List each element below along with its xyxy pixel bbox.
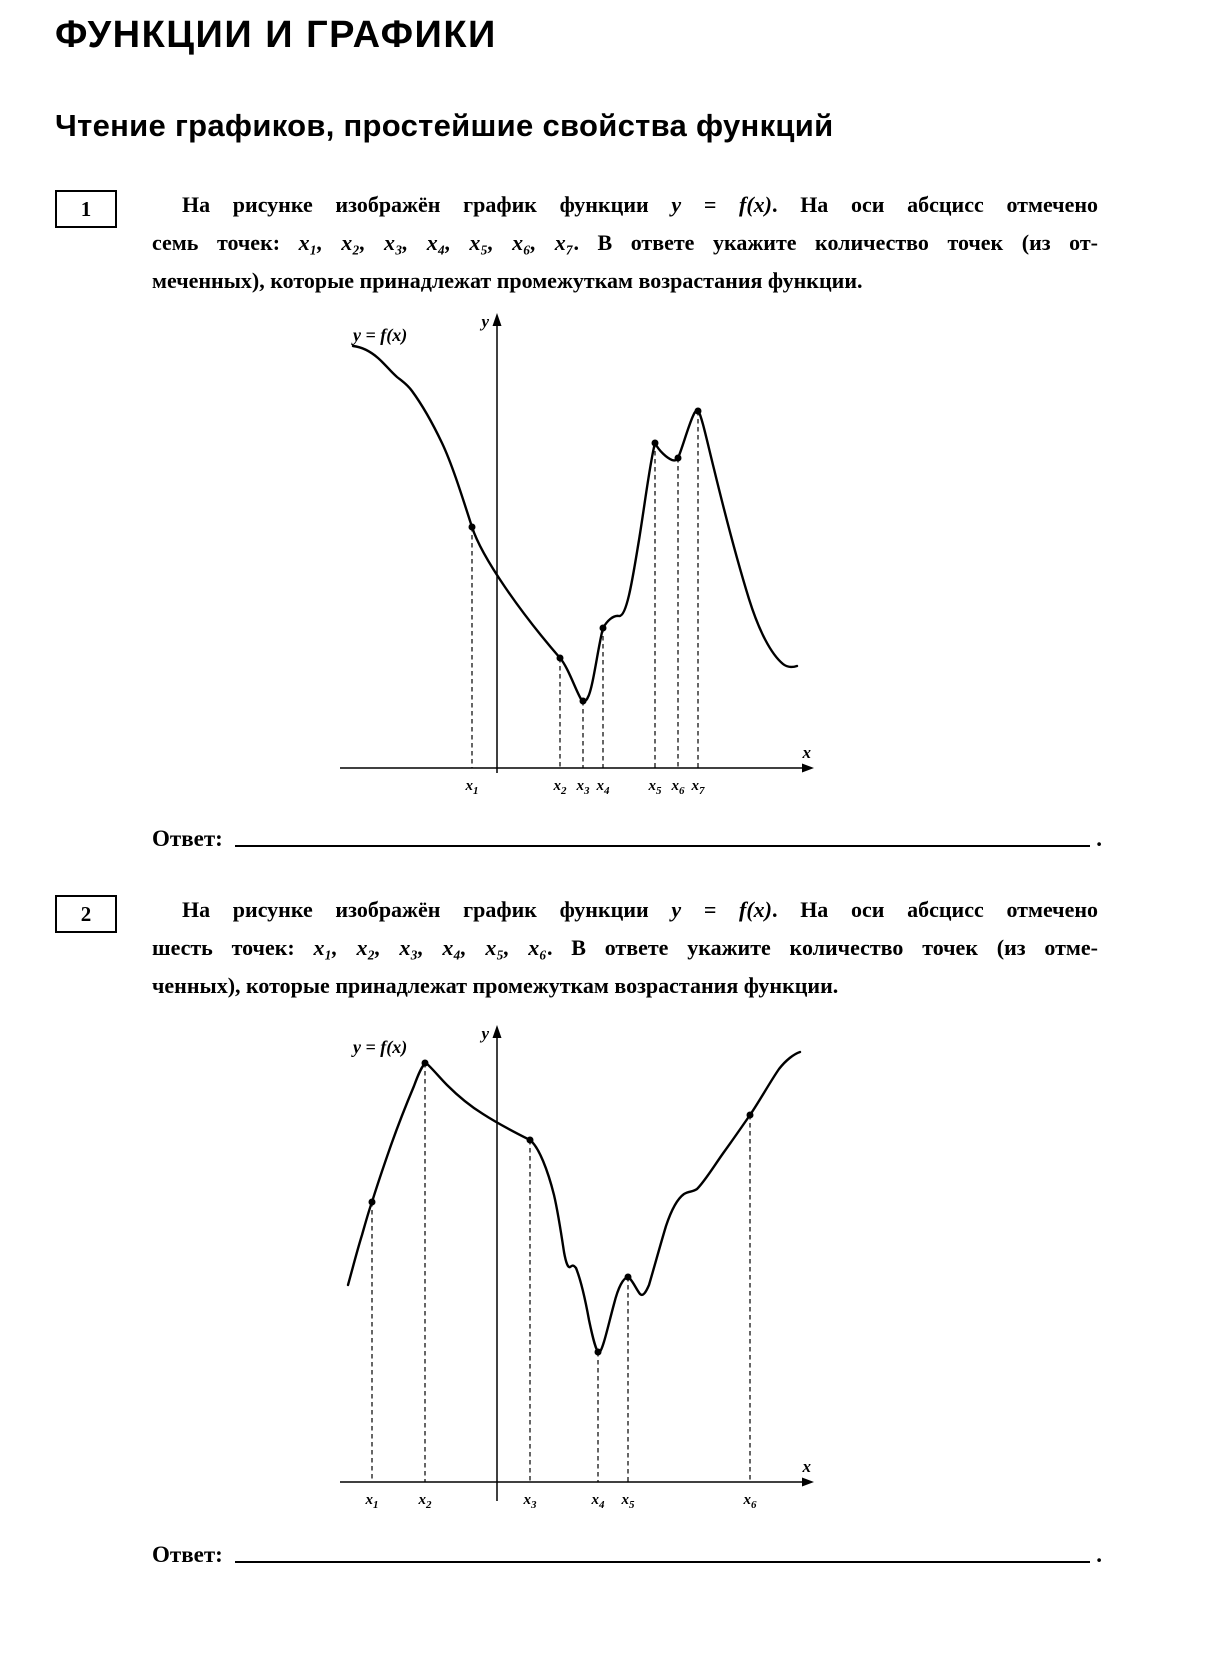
x-tick-label: $x_3$: [523, 1492, 537, 1511]
marked-point-dot: [625, 1274, 632, 1281]
text-run: На рисунке изображён график функции: [182, 897, 672, 922]
x-tick-label: $x_1$: [365, 1492, 379, 1511]
x-tick-label: $x_4$: [596, 778, 610, 797]
text-run: . На оси абсцисс отмечено: [772, 897, 1099, 922]
x-tick-label: $x_2$: [553, 778, 567, 797]
x-axis-arrow-icon: [802, 764, 814, 773]
answer-period: .: [1096, 826, 1102, 851]
math-run: x₁, x₂, x₃, x₄, x₅, x₆, x₇: [298, 230, 574, 255]
text-run: ченных), которые принадлежат промежуткам возрастания функции.: [152, 973, 839, 998]
x-tick-label: $x_6$: [671, 778, 685, 797]
problem-2-line-1: [152, 891, 1098, 929]
x-tick-label: $x_7$: [691, 778, 705, 797]
marked-point-dot: [527, 1137, 534, 1144]
text-run: . В ответе укажите количество точек (из отме-: [546, 935, 1098, 960]
answer-row-1: [152, 826, 1102, 852]
marked-point-dot: [600, 625, 607, 632]
problem-1-number: 1: [80, 196, 92, 221]
marked-points-group: [465, 408, 706, 798]
answer-blank-line: [235, 843, 1090, 847]
marked-point-dot: [469, 524, 476, 531]
curve-label: y = f(x): [353, 325, 408, 345]
figure-problem-1: [300, 310, 840, 810]
text-run: меченных), которые принадлежат промежуткам возрастания функции.: [152, 268, 863, 293]
problem-1-line-1: [152, 186, 1098, 224]
problem-2-line-3: [152, 967, 1098, 1005]
problem-1-line-2: [152, 224, 1098, 262]
answer-label: Ответ:: [152, 826, 223, 851]
marked-point-dot: [595, 1349, 602, 1356]
x-tick-label: $x_4$: [591, 1492, 605, 1511]
y-axis-letter: y: [481, 312, 489, 331]
x-axis-arrow-icon: [802, 1478, 814, 1487]
marked-point-dot: [580, 698, 587, 705]
text-run: . На оси абсцисс отмечено: [772, 192, 1099, 217]
x-tick-label: $x_2$: [418, 1492, 432, 1511]
text-run: семь точек:: [152, 230, 299, 255]
text-run: На рисунке изображён график функции: [182, 192, 672, 217]
marked-points-group: [365, 1060, 758, 1512]
math-run: x₁, x₂, x₃, x₄, x₅, x₆: [313, 935, 547, 960]
y-axis-arrow-icon: [493, 1025, 502, 1038]
marked-point-dot: [652, 440, 659, 447]
answer-row-2: [152, 1542, 1102, 1568]
marked-point-dot: [557, 655, 564, 662]
problem-1-number-box: [55, 190, 117, 228]
marked-point-dot: [675, 455, 682, 462]
marked-point-dot: [422, 1060, 429, 1067]
math-run: y = f(x): [671, 897, 773, 922]
answer-blank-line: [235, 1559, 1090, 1563]
answer-period: .: [1096, 1542, 1102, 1567]
x-tick-label: $x_3$: [576, 778, 590, 797]
text-run: . В ответе укажите количество точек (из от-: [573, 230, 1098, 255]
function-curve: [353, 346, 797, 701]
page-title: ФУНКЦИИ И ГРАФИКИ: [55, 14, 497, 56]
x-tick-label: $x_6$: [743, 1492, 757, 1511]
problem-2-number: 2: [80, 901, 92, 926]
problem-2-number-box: [55, 895, 117, 933]
problem-1-text: [152, 186, 1098, 300]
x-tick-label: $x_5$: [621, 1492, 635, 1511]
problem-2-text: [152, 891, 1098, 1005]
problem-2-line-2: [152, 929, 1098, 967]
marked-point-dot: [369, 1199, 376, 1206]
curve-label: y = f(x): [353, 1037, 408, 1057]
x-tick-label: $x_1$: [465, 778, 479, 797]
math-run: y = f(x): [671, 192, 773, 217]
problem-1-line-3: [152, 262, 1098, 300]
marked-point-dot: [695, 408, 702, 415]
y-axis-arrow-icon: [493, 313, 502, 326]
text-run: шесть точек:: [152, 935, 314, 960]
y-axis-letter: y: [481, 1024, 489, 1043]
x-tick-label: $x_5$: [648, 778, 662, 797]
section-title: Чтение графиков, простейшие свойства функций: [55, 108, 834, 143]
function-curve: [348, 1052, 800, 1353]
answer-label: Ответ:: [152, 1542, 223, 1567]
marked-point-dot: [747, 1112, 754, 1119]
x-axis-letter: x: [802, 1457, 811, 1476]
x-axis-letter: x: [802, 743, 811, 762]
figure-problem-2: [300, 1020, 840, 1520]
